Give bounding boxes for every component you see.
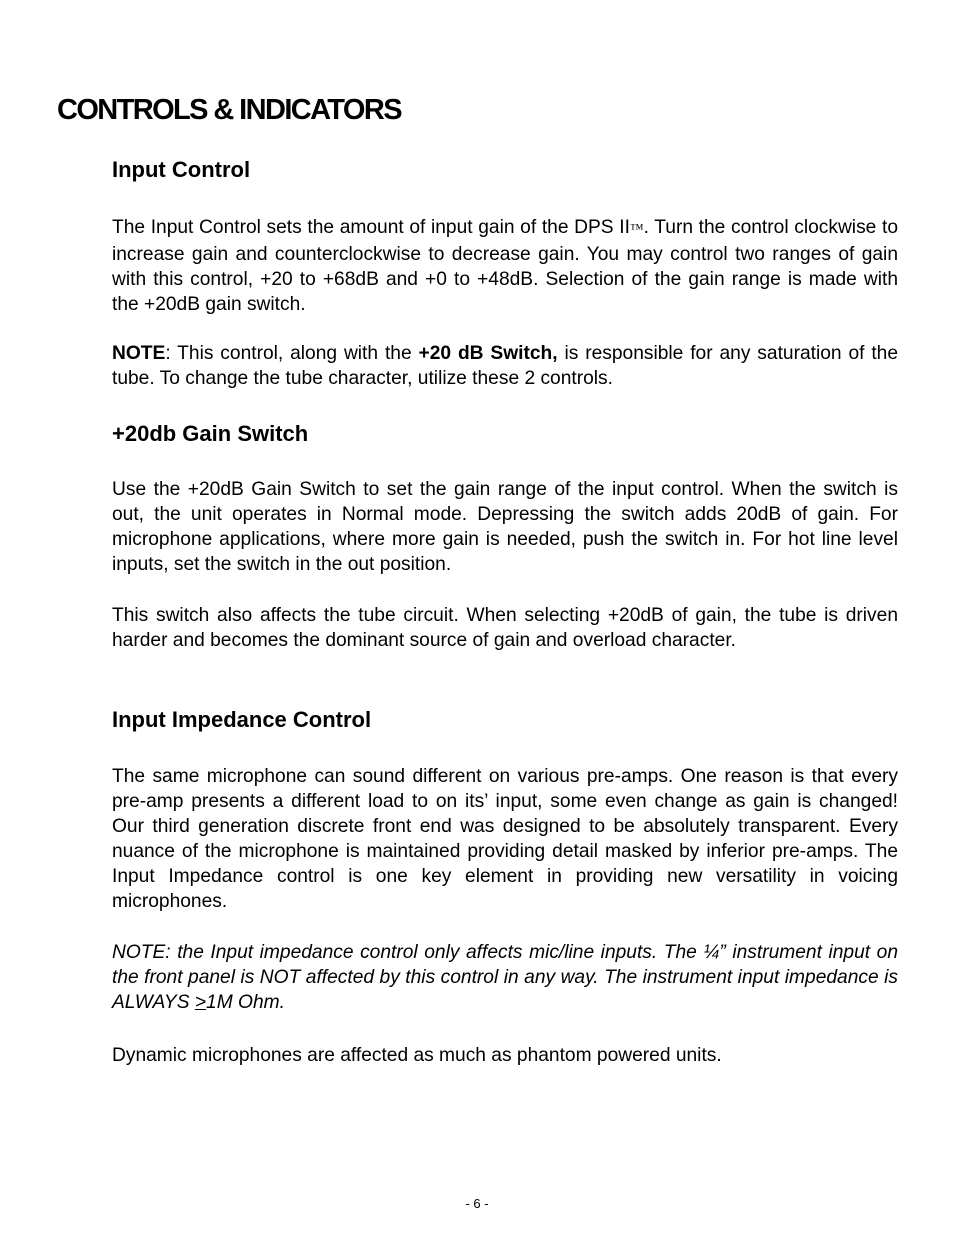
paragraph-text: The Input Control sets the amount of input gain of the DPS II	[112, 217, 630, 238]
paragraph-gain-switch-description: Use the +20dB Gain Switch to set the gain range of the input control. When the switch is out, the unit operates in Normal mode. Depressing the switch adds 20dB of gain. For microphone applications, where more gain is needed, push the switch in. For hot line level inputs, set the switch in the out position.	[112, 479, 898, 576]
trademark-symbol: ™	[629, 222, 644, 237]
section-heading-input-impedance: Input Impedance Control	[112, 707, 372, 732]
page-title: CONTROLS & INDICATORS	[57, 94, 401, 126]
paragraph-gain-switch-tube: This switch also affects the tube circuit. When selecting +20dB of gain, the tube is driven harder and becomes the dominant source of gain and overload character.	[112, 605, 898, 652]
paragraph-text: is responsible for any saturation of the tube. To change the tube character, utilize these 2 controls.	[112, 343, 899, 390]
greater-or-equal-symbol: >	[194, 992, 207, 1014]
section-heading-input-control: Input Control	[112, 157, 251, 182]
paragraph-input-impedance-note	[112, 940, 898, 1015]
section-heading-gain-switch: +20db Gain Switch	[112, 421, 309, 446]
note-label: NOTE	[112, 343, 166, 364]
page-number: - 6 -	[465, 1196, 489, 1211]
paragraph-input-control-description	[112, 215, 898, 317]
paragraph-text: NOTE: the Input impedance control only affects mic/line inputs. The ¼” instrument input on the front panel is NOT affected by this control in any way. The instrument input impedance is ALWAYS	[112, 942, 898, 1014]
switch-name-bold: +20 dB Switch,	[418, 343, 558, 364]
paragraph-dynamic-microphones: Dynamic microphones are affected as much as phantom powered units.	[112, 1045, 722, 1066]
paragraph-text: . Turn the control clockwise to increase gain and counterclockwise to decrease gain. You may control two ranges of gain with this control, +20 to +68dB and +0 to +48dB. Selection of the gain range is made with the +20dB gain switch.	[112, 217, 898, 316]
paragraph-input-control-note	[112, 341, 898, 391]
paragraph-text: : This control, along with the	[165, 343, 419, 364]
paragraph-text: 1M Ohm.	[206, 992, 285, 1014]
paragraph-input-impedance-description: The same microphone can sound different on various pre-amps. One reason is that every pre-amp presents a different load to on its’ input, some even change as gain is changed! Our third generation discrete front end was designed to be absolutely transparent. Every nuance of the microphone is maintained providing detail masked by inferior pre-amps. The Input Impedance control is one key element in providing new versatility in voicing microphones.	[112, 766, 898, 913]
